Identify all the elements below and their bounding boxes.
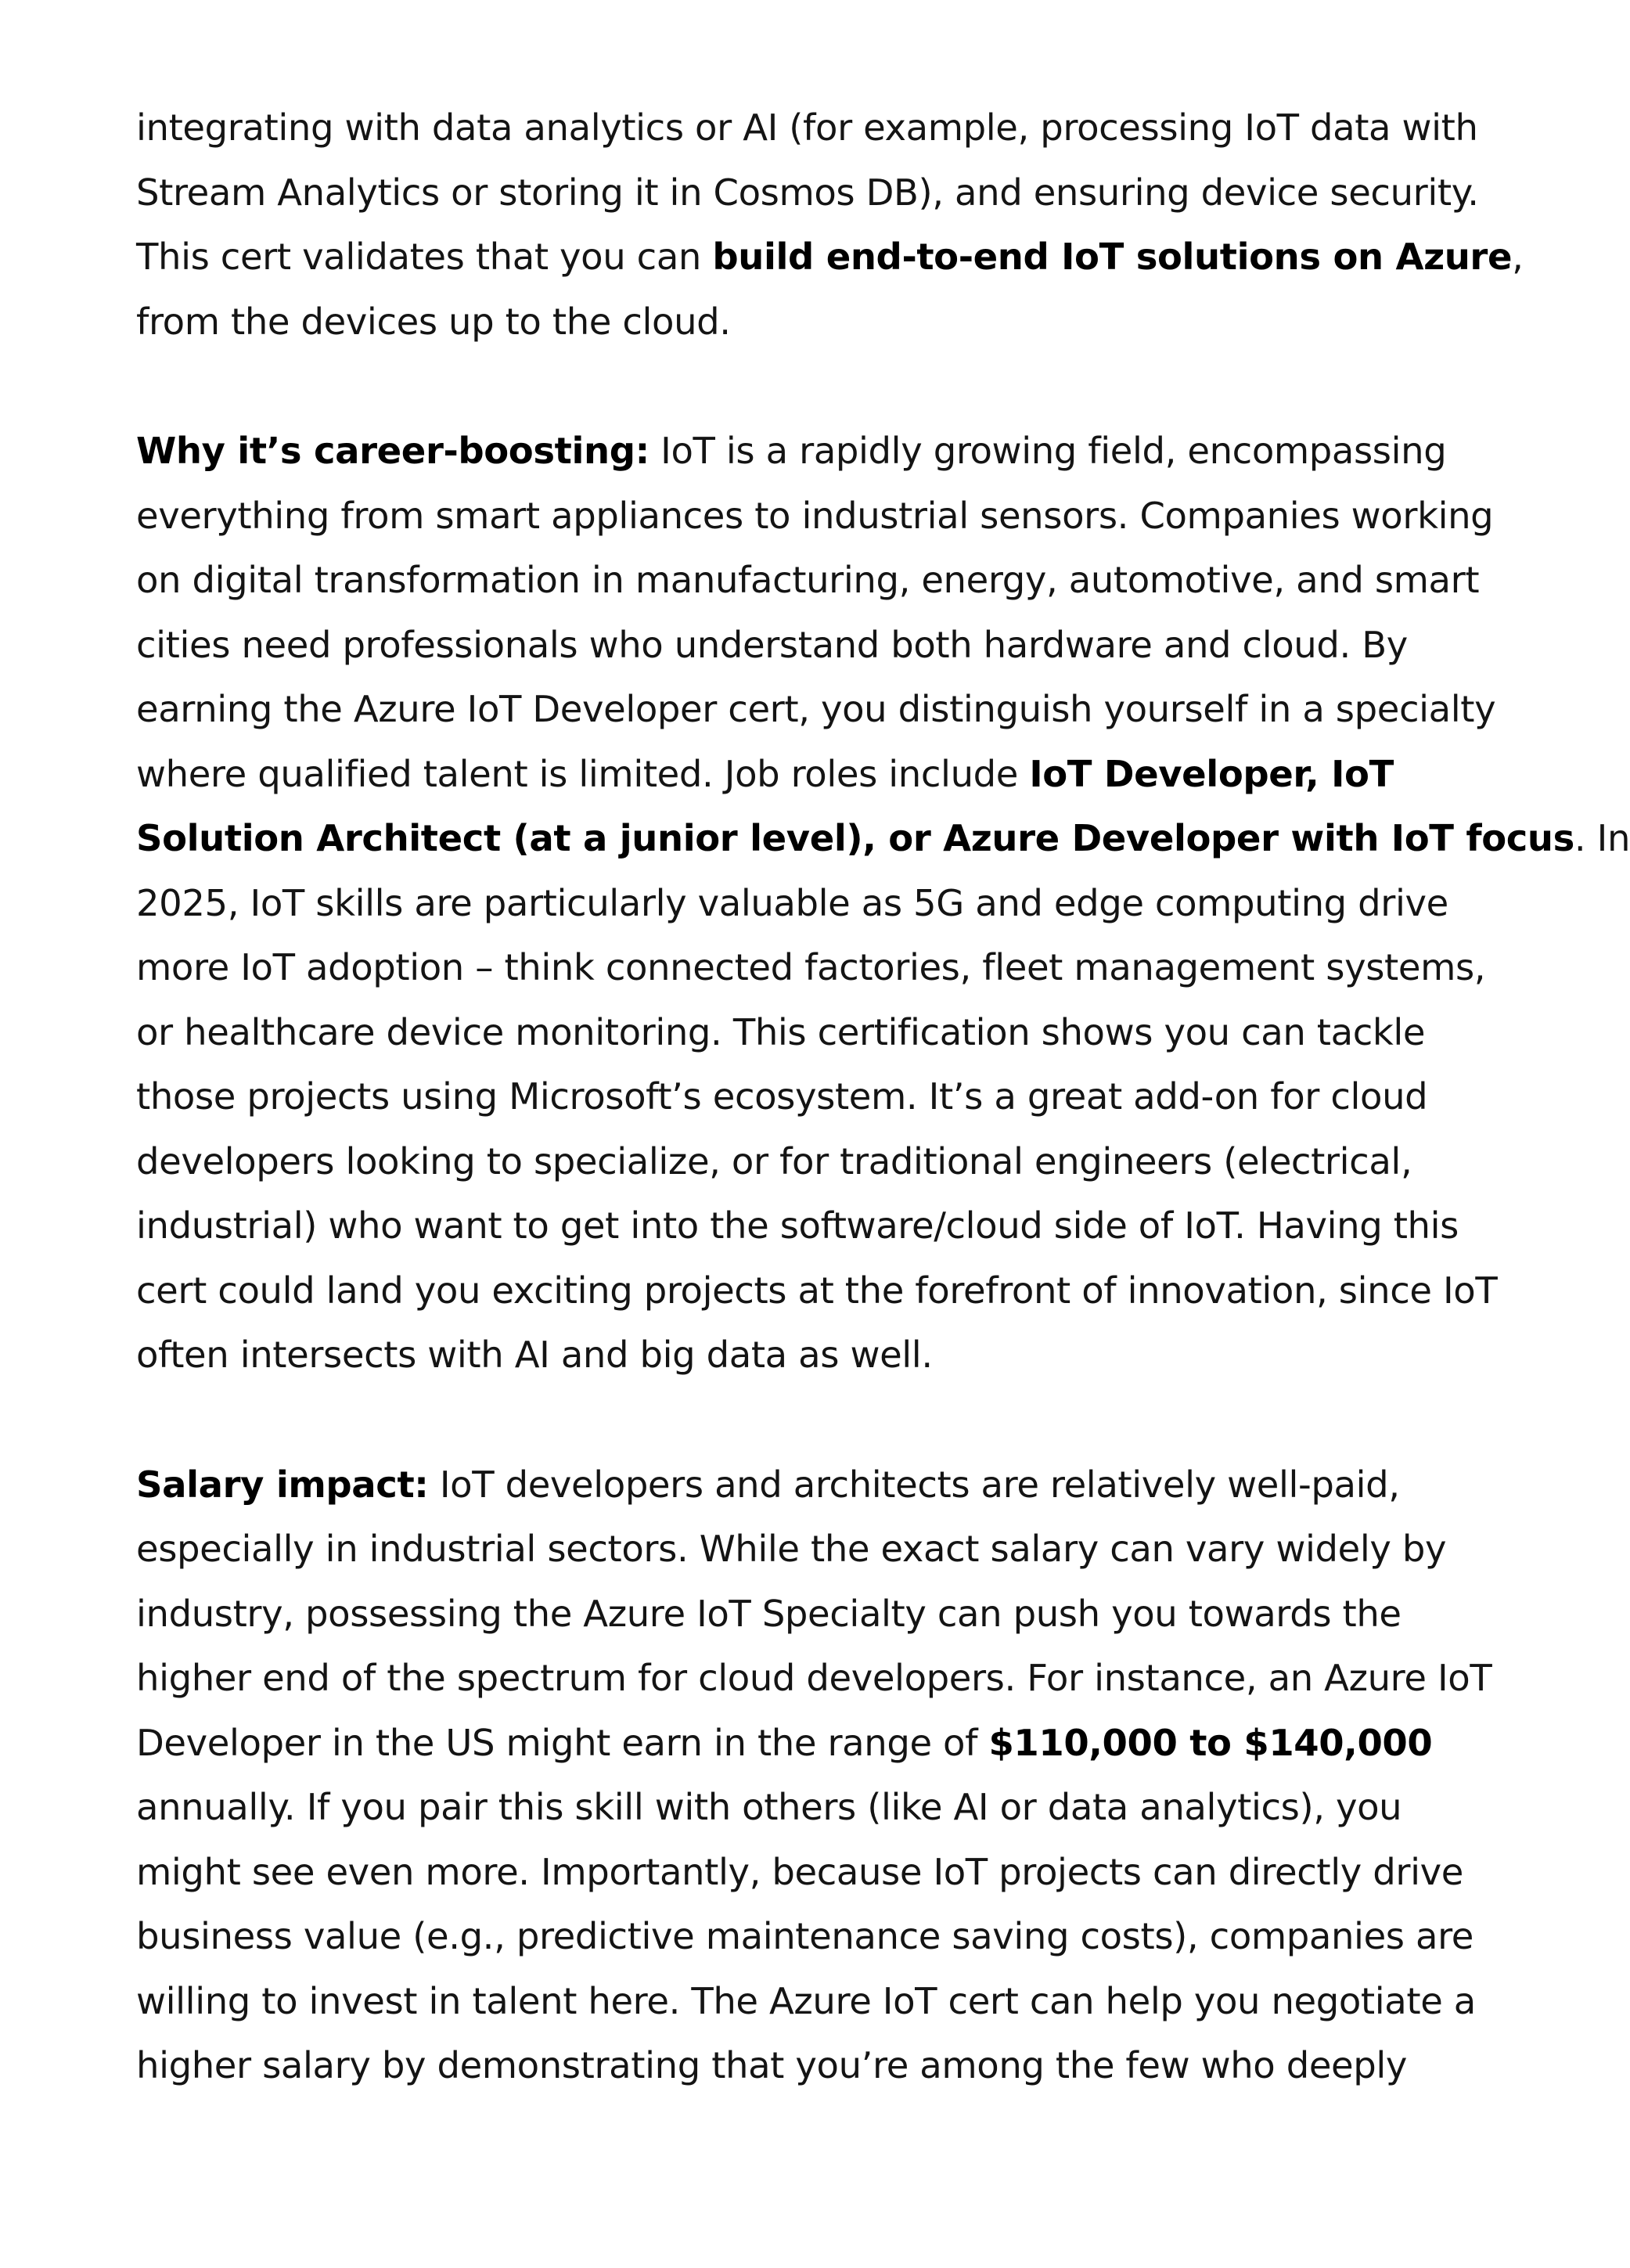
text-run: on digital transformation in manufacturing, energy, automotive, and smart <box>136 559 1480 601</box>
text-run: cert could land you exciting projects at the forefront of innovation, since IoT <box>136 1269 1498 1312</box>
text-line <box>136 1711 1529 1776</box>
text-run: where qualified talent is limited. Job roles include <box>136 752 1030 795</box>
text-run: from the devices up to the cloud. <box>136 300 731 343</box>
text-run: industry, possessing the Azure IoT Specialty can push you towards the <box>136 1592 1402 1635</box>
paragraph-salary-impact <box>136 1453 1529 2098</box>
text-run: This cert validates that you can <box>136 236 713 278</box>
text-run: earning the Azure IoT Developer cert, you distinguish yourself in a specialty <box>136 688 1496 730</box>
text-run: or healthcare device monitoring. This certification shows you can tackle <box>136 1010 1426 1053</box>
text-line <box>136 484 1529 549</box>
text-run: might see even more. Importantly, because IoT projects can directly drive <box>136 1850 1463 1893</box>
text-line <box>136 2033 1529 2098</box>
text-run: IoT is a rapidly growing field, encompassing <box>649 430 1447 472</box>
text-line <box>136 548 1529 613</box>
text-line <box>136 613 1529 678</box>
text-run: annually. If you pair this skill with others (like AI or data analytics), you <box>136 1786 1402 1828</box>
text-line <box>136 1840 1529 1905</box>
bold-text: build end-to-end IoT solutions on Azure <box>712 236 1513 278</box>
text-line <box>136 1258 1529 1323</box>
paragraph-intro <box>136 95 1529 354</box>
bold-text: IoT Developer, IoT <box>1029 752 1394 795</box>
text-run: higher end of the spectrum for cloud developers. For instance, an Azure IoT <box>136 1657 1492 1699</box>
text-line <box>136 742 1529 807</box>
document-page <box>136 95 1630 2098</box>
text-line <box>136 935 1529 1000</box>
text-run: more IoT adoption – think connected factories, fleet management systems, <box>136 946 1486 988</box>
text-line <box>136 290 1529 355</box>
text-line <box>136 1129 1529 1194</box>
bold-text: $110,000 to $140,000 <box>988 1721 1433 1764</box>
text-run: integrating with data analytics or AI (for example, processing IoT data with <box>136 106 1478 149</box>
text-line <box>136 1582 1529 1647</box>
text-line <box>136 1453 1529 1517</box>
text-line <box>136 1775 1529 1840</box>
text-run: . In <box>1574 817 1630 859</box>
text-line <box>136 1064 1529 1129</box>
bold-text: Salary impact: <box>136 1463 429 1506</box>
text-run: , <box>1512 236 1524 278</box>
text-run: especially in industrial sectors. While the exact salary can vary widely by <box>136 1528 1447 1570</box>
text-line <box>136 1646 1529 1711</box>
text-line <box>136 1323 1529 1388</box>
bold-text: Solution Architect (at a junior level), or Azure Developer with IoT focus <box>136 817 1574 859</box>
text-run: Stream Analytics or storing it in Cosmos DB), and ensuring device security. <box>136 171 1479 214</box>
text-line <box>136 1193 1529 1258</box>
paragraph-career-boosting <box>136 419 1630 1388</box>
text-run: higher salary by demonstrating that you’re among the few who deeply <box>136 2044 1408 2086</box>
text-line <box>136 160 1529 225</box>
text-line <box>136 871 1529 936</box>
text-line <box>136 95 1529 160</box>
text-run: IoT developers and architects are relatively well-paid, <box>428 1463 1400 1506</box>
text-line <box>136 419 1529 484</box>
text-line <box>136 806 1630 871</box>
text-line <box>136 1904 1529 1969</box>
text-line <box>136 225 1529 290</box>
text-line <box>136 677 1529 742</box>
text-run: those projects using Microsoft’s ecosystem. It’s a great add-on for cloud <box>136 1075 1428 1118</box>
text-run: developers looking to specialize, or for traditional engineers (electrical, <box>136 1139 1412 1183</box>
text-line <box>136 1517 1529 1582</box>
text-run: business value (e.g., predictive maintenance saving costs), companies are <box>136 1915 1473 1957</box>
text-run: often intersects with AI and big data as well. <box>136 1334 933 1376</box>
bold-text: Why it’s career-boosting: <box>136 430 649 472</box>
text-run: everything from smart appliances to industrial sensors. Companies working <box>136 494 1494 537</box>
text-run: 2025, IoT skills are particularly valuable as 5G and edge computing drive <box>136 881 1448 924</box>
text-line <box>136 1000 1529 1065</box>
text-line <box>136 1969 1529 2034</box>
text-run: industrial) who want to get into the software/cloud side of IoT. Having this <box>136 1204 1459 1247</box>
text-run: willing to invest in talent here. The Azure IoT cert can help you negotiate a <box>136 1979 1476 2022</box>
text-run: Developer in the US might earn in the range of <box>136 1721 989 1764</box>
text-run: cities need professionals who understand both hardware and cloud. By <box>136 623 1408 666</box>
